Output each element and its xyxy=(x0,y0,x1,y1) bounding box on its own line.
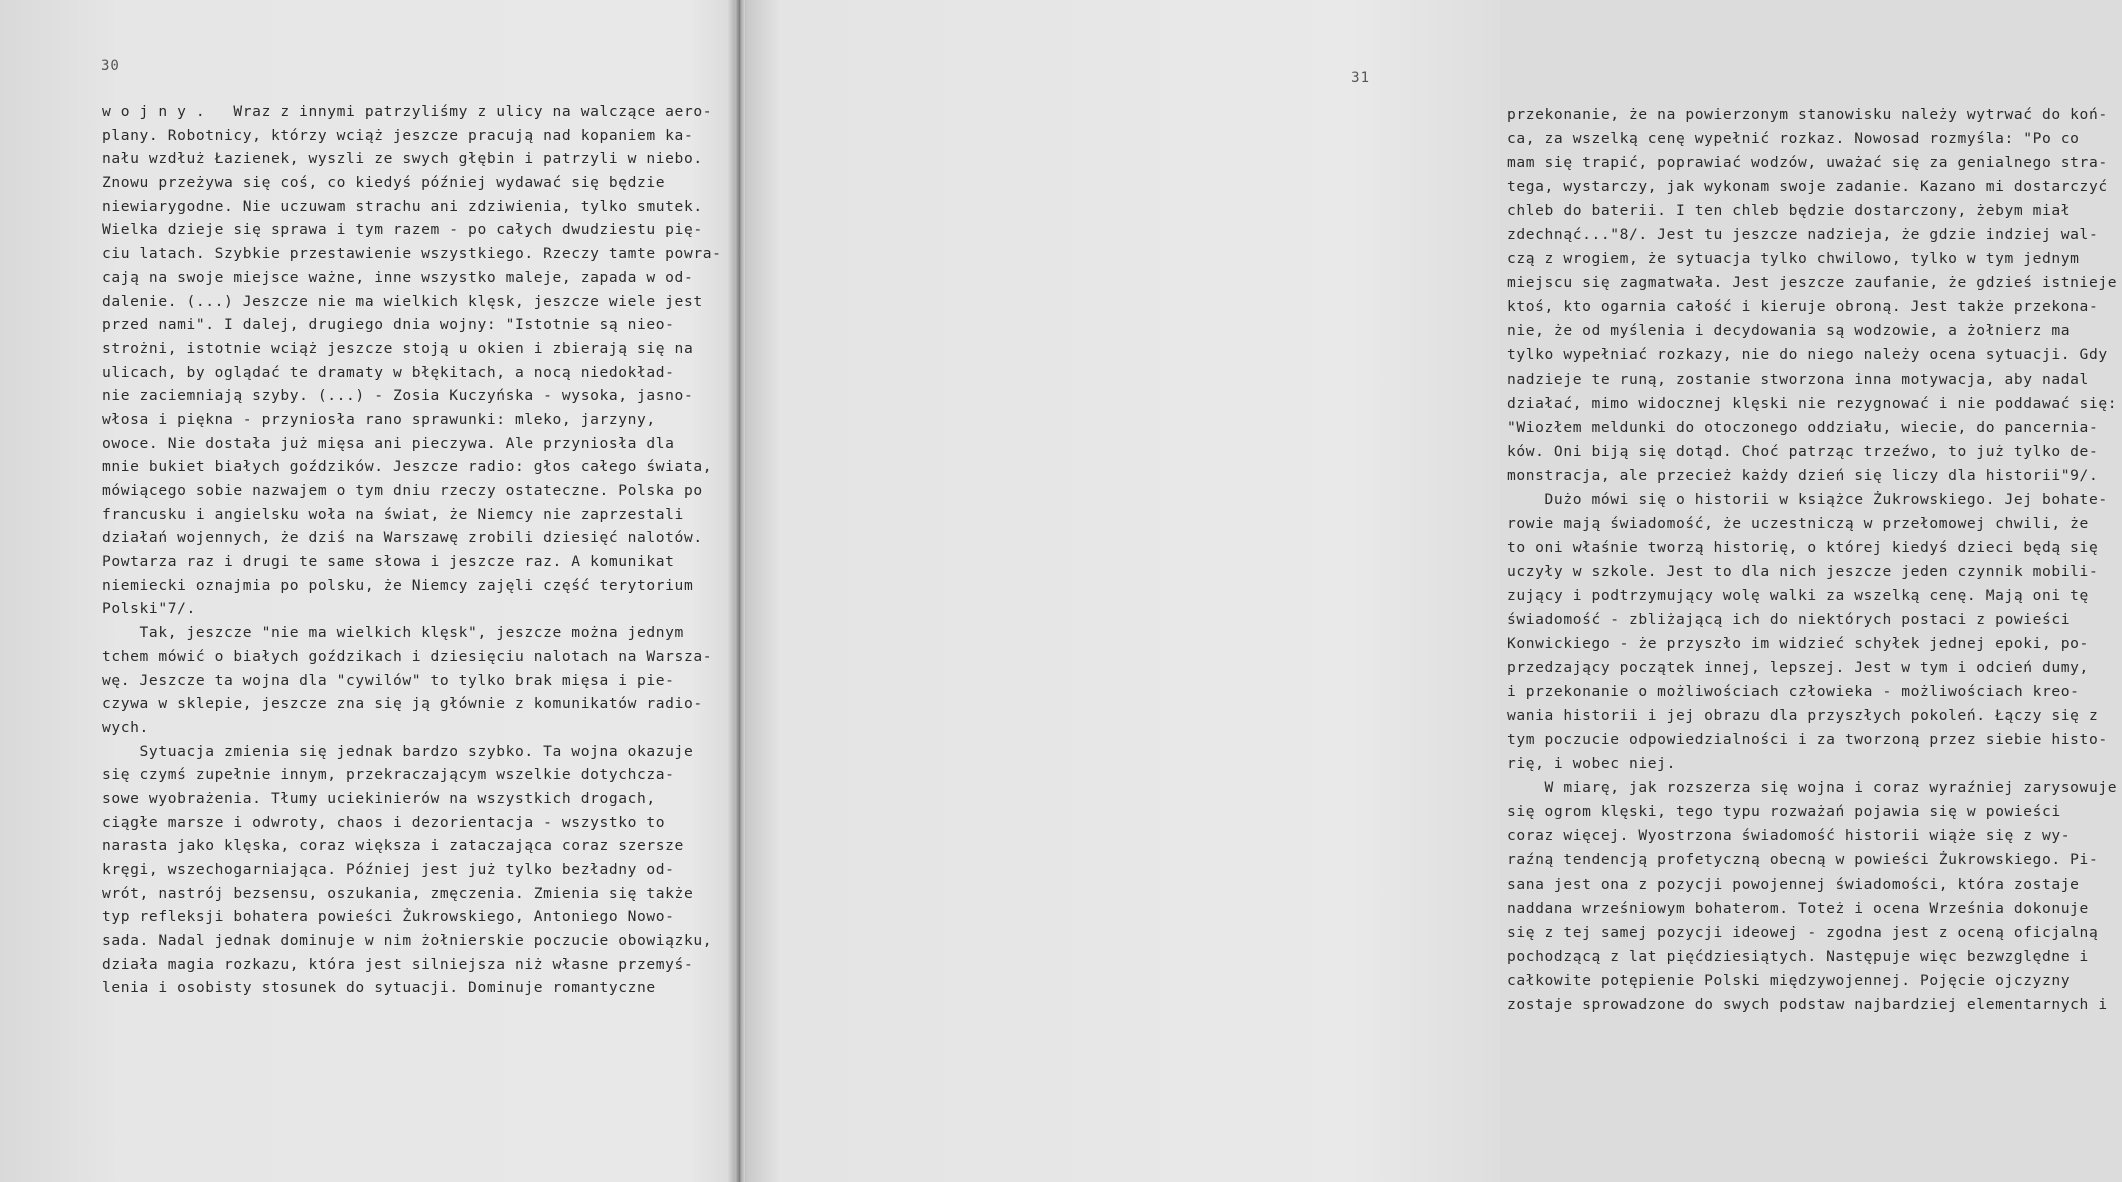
text-line: w o j n y . Wraz z innymi patrzyliśmy z ulicy na walczące aero- xyxy=(102,103,713,120)
text-line: chleb do baterii. I ten chleb będzie dostarczony, żebym miał xyxy=(1507,202,2071,220)
text-line: działa magia rozkazu, która jest silniejsza niż własne przemyś- xyxy=(102,955,694,973)
text-line: zujący i podtrzymujący wolę walki za wszelką cenę. Mają oni tę xyxy=(1507,586,2089,604)
text-line: Wielka dzieje się sprawa i tym razem - po całych dwudziestu pię- xyxy=(102,221,703,239)
text-line: narasta jako klęska, coraz większa i zataczająca coraz szersze xyxy=(102,837,684,855)
text-line: monstracja, ale przecież każdy dzień się liczy dla historii"9/. xyxy=(1507,466,2099,484)
text-line: Polski"7/. xyxy=(102,600,196,618)
right-page-text xyxy=(1507,103,2122,1017)
text-line: mnie bukiet białych goździków. Jeszcze radio: głos całego świata, xyxy=(102,458,713,476)
left-page xyxy=(0,0,735,1182)
text-line: kręgi, wszechogarniająca. Później jest już tylko bezładny od- xyxy=(102,861,675,878)
text-line: francusku i angielsku woła na świat, że Niemcy nie zaprzestali xyxy=(102,505,684,523)
text-line: plany. Robotnicy, którzy wciąż jeszcze pracują nad kopaniem ka- xyxy=(102,126,694,144)
text-line: sowe wyobrażenia. Tłumy uciekinierów na wszystkich drogach, xyxy=(102,789,656,807)
text-line: nie zaciemniają szyby. (...) - Zosia Kuczyńska - wysoka, jasno- xyxy=(102,387,694,405)
text-line: czą z wrogiem, że sytuacja tylko chwilowo, tylko w tym jednym xyxy=(1507,250,2080,268)
text-line: Sytuacja zmienia się jednak bardzo szybko. Ta wojna okazuje xyxy=(102,742,694,760)
text-line: przedzający początek innej, lepszej. Jest w tym i odcień dumy, xyxy=(1507,659,2089,677)
text-line: to oni właśnie tworzą historię, o której kiedyś dzieci będą się xyxy=(1507,538,2099,556)
text-line: rowie mają świadomość, że uczestniczą w przełomowej chwili, że xyxy=(1507,514,2089,532)
text-line: sada. Nadal jednak dominuje w nim żołnierskie poczucie obowiązku, xyxy=(102,932,713,950)
text-line: ciu latach. Szybkie przestawienie wszystkiego. Rzeczy tamte powra- xyxy=(102,245,722,263)
text-line: Konwickiego - że przyszło im widzieć schyłek jednej epoki, po- xyxy=(1507,635,2089,653)
text-line: wych. xyxy=(102,718,149,736)
page-number-right: 31 xyxy=(1351,70,1370,86)
text-line: tega, wystarczy, jak wykonam swoje zadanie. Kazano mi dostarczyć xyxy=(1507,178,2108,196)
text-line: zostaje sprowadzone do swych podstaw najbardziej elementarnych i xyxy=(1507,995,2108,1013)
text-line: sana jest ona z pozycji powojennej świadomości, która zostaje xyxy=(1507,875,2080,893)
text-line: tylko wypełniać rozkazy, nie do niego należy ocena sytuacji. Gdy xyxy=(1507,346,2108,364)
text-line: Powtarza raz i drugi te same słowa i jeszcze raz. A komunikat xyxy=(102,553,675,571)
text-line: działań wojennych, że dziś na Warszawę zrobili dziesięć nalotów. xyxy=(102,529,703,547)
right-page xyxy=(745,0,2118,1182)
text-line: się ogrom klęski, tego typu rozważań pojawia się w powieści xyxy=(1507,803,2061,821)
text-line: coraz więcej. Wyostrzona świadomość historii wiąże się z wy- xyxy=(1507,827,2071,845)
text-line: typ refleksji bohatera powieści Żukrowskiego, Antoniego Nowo- xyxy=(102,908,675,926)
text-line: owoce. Nie dostała już mięsa ani pieczywa. Ale przyniosła dla xyxy=(102,434,675,452)
page-number-left: 30 xyxy=(101,58,120,74)
text-line: całkowite potępienie Polski międzywojennej. Pojęcie ojczyzny xyxy=(1507,971,2071,989)
text-line: przed nami". I dalej, drugiego dnia wojny: "Istotnie są nieo- xyxy=(102,316,675,334)
text-line: włosa i piękna - przyniosła rano sprawunki: mleko, jarzyny, xyxy=(102,410,656,428)
text-line: tchem mówić o białych goździkach i dziesięciu nalotach na Warsza- xyxy=(102,647,713,665)
text-line: raźną tendencją profetyczną obecną w powieści Żukrowskiego. Pi- xyxy=(1507,851,2099,869)
text-line: przekonanie, że na powierzonym stanowisku należy wytrwać do koń- xyxy=(1507,106,2108,123)
text-line: naddana wrześniowym bohaterom. Toteż i ocena Września dokonuje xyxy=(1507,899,2089,917)
text-line: Dużo mówi się o historii w książce Żukrowskiego. Jej bohate- xyxy=(1507,490,2108,508)
text-line: dalenie. (...) Jeszcze nie ma wielkich klęsk, jeszcze wiele jest xyxy=(102,292,703,310)
text-line: zdechnąć..."8/. Jest tu jeszcze nadzieja, że gdzie indziej wal- xyxy=(1507,226,2099,244)
text-line: ulicach, by oglądać te dramaty w błękitach, a nocą niedokład- xyxy=(102,363,675,381)
text-line: niemiecki oznajmia po polsku, że Niemcy zajęli część terytorium xyxy=(102,576,694,594)
text-line: wrót, nastrój bezsensu, oszukania, zmęczenia. Zmienia się także xyxy=(102,884,694,902)
left-page-text xyxy=(102,100,722,1000)
text-line: nału wzdłuż Łazienek, wyszli ze swych głębin i patrzyli w niebo. xyxy=(102,150,703,168)
text-line: ktoś, kto ogarnia całość i kieruje obroną. Jest także przekona- xyxy=(1507,298,2099,316)
text-line: działać, mimo widocznej klęski nie rezygnować i nie poddawać się: xyxy=(1507,394,2118,412)
text-line: wania historii i jej obrazu dla przyszłych pokoleń. Łączy się z xyxy=(1507,707,2099,725)
book-gutter xyxy=(735,0,745,1182)
text-line: miejscu się zagmatwała. Jest jeszcze zaufanie, że gdzieś istnieje xyxy=(1507,274,2118,292)
text-line: ca, za wszelką cenę wypełnić rozkaz. Nowosad rozmyśla: "Po co xyxy=(1507,130,2080,148)
text-line: uczyły w szkole. Jest to dla nich jeszcze jeden czynnik mobili- xyxy=(1507,562,2099,580)
text-line: czywa w sklepie, jeszcze zna się ją głównie z komunikatów radio- xyxy=(102,695,703,713)
text-line: się czymś zupełnie innym, przekraczającym wszelkie dotychcza- xyxy=(102,766,675,784)
text-line: pochodzącą z lat pięćdziesiątych. Następuje więc bezwzględne i xyxy=(1507,947,2089,965)
text-line: Znowu przeżywa się coś, co kiedyś później wydawać się będzie xyxy=(102,174,666,192)
text-line: nadzieje te runą, zostanie stworzona inna motywacja, aby nadal xyxy=(1507,370,2089,388)
text-line: mówiącego sobie nazwajem o tym dniu rzeczy ostateczne. Polska po xyxy=(102,482,703,499)
text-line: ciągłe marsze i odwroty, chaos i dezorientacja - wszystko to xyxy=(102,813,666,831)
text-line: świadomość - zbliżającą ich do niektórych postaci z powieści xyxy=(1507,610,2071,628)
text-line: lenia i osobisty stosunek do sytuacji. Dominuje romantyczne xyxy=(102,979,656,997)
text-line: Tak, jeszcze "nie ma wielkich klęsk", jeszcze można jednym xyxy=(102,624,684,642)
text-line: i przekonanie o możliwościach człowieka - możliwościach kreo- xyxy=(1507,683,2080,701)
text-line: mam się trapić, poprawiać wodzów, uważać się za genialnego stra- xyxy=(1507,154,2108,172)
text-line: strożni, istotnie wciąż jeszcze stoją u okien i zbierają się na xyxy=(102,339,694,357)
text-line: niewiarygodne. Nie uczuwam strachu ani zdziwienia, tylko smutek. xyxy=(102,197,703,215)
text-line: rię, i wobec niej. xyxy=(1507,755,1676,773)
text-line: cają na swoje miejsce ważne, inne wszystko maleje, zapada w od- xyxy=(102,268,694,286)
text-line: wę. Jeszcze ta wojna dla "cywilów" to tylko brak mięsa i pie- xyxy=(102,671,675,689)
text-line: tym poczucie odpowiedzialności i za tworzoną przez siebie histo- xyxy=(1507,731,2108,749)
text-line: się z tej samej pozycji ideowej - zgodna jest z oceną oficjalną xyxy=(1507,923,2099,941)
text-line: W miarę, jak rozszerza się wojna i coraz wyraźniej zarysowuje xyxy=(1507,779,2118,797)
text-line: "Wiozłem meldunki do otoczonego oddziału, wiecie, do pancernia- xyxy=(1507,418,2099,436)
text-line: ków. Oni biją się dotąd. Choć patrząc trzeźwo, to już tylko de- xyxy=(1507,442,2099,460)
text-line: nie, że od myślenia i decydowania są wodzowie, a żołnierz ma xyxy=(1507,322,2071,340)
